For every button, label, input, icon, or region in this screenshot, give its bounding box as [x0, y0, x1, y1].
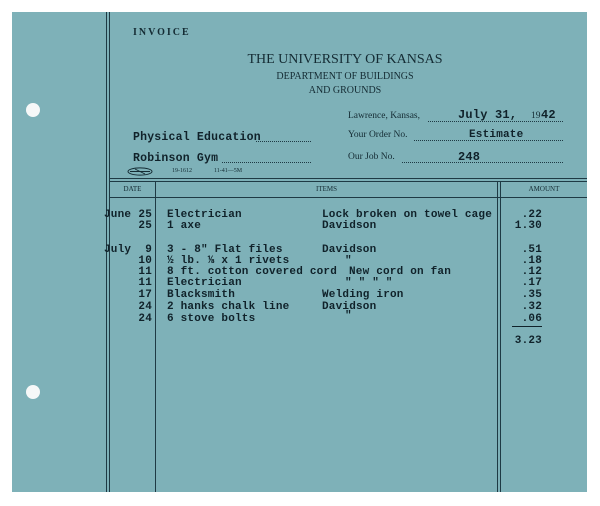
row-note: Davidson — [322, 220, 377, 232]
row-note: Welding iron — [322, 289, 404, 301]
invoice-total: 3.23 — [514, 335, 542, 347]
order-value: Estimate — [469, 129, 524, 141]
row-month: June — [104, 209, 132, 221]
amount-column-rule — [497, 181, 498, 492]
job-value: 248 — [458, 150, 481, 164]
row-item: 2 hanks chalk line — [167, 301, 290, 313]
billed-location: Robinson Gym — [133, 152, 219, 165]
row-day: 25 — [138, 220, 152, 232]
row-item: Blacksmith — [167, 289, 236, 301]
row-amount: .18 — [521, 255, 542, 267]
row-day: 9 — [145, 244, 152, 256]
row-amount: .35 — [521, 289, 542, 301]
printer-logo-icon — [127, 167, 153, 176]
row-day: 24 — [138, 313, 152, 325]
row-note: Davidson — [322, 244, 377, 256]
row-note: " " " " — [345, 277, 393, 289]
billed-to-line — [256, 141, 311, 142]
date-column-header: DATE — [123, 185, 142, 193]
row-item: 6 stove bolts — [167, 313, 256, 325]
university-name: THE UNIVERSITY OF KANSAS — [247, 52, 443, 67]
row-amount: .17 — [521, 277, 542, 289]
invoice-date: July 31, — [458, 108, 518, 122]
row-item: 3 - 8" Flat files — [167, 244, 283, 256]
row-item: 1 axe — [167, 220, 202, 232]
table-top-rule — [109, 178, 587, 179]
row-note: New cord on fan — [349, 266, 452, 278]
order-label: Your Order No. — [348, 130, 408, 140]
location-label: Lawrence, Kansas, — [348, 111, 421, 121]
row-item: Electrician — [167, 277, 242, 289]
row-note: Lock broken on towel cage — [322, 209, 493, 221]
row-day: 11 — [138, 266, 152, 278]
binder-hole-bottom — [26, 385, 40, 399]
total-underline — [512, 326, 542, 327]
items-column-header: ITEMS — [316, 185, 337, 193]
row-item: Electrician — [167, 209, 242, 221]
billed-to: Physical Education — [133, 131, 261, 144]
row-day: 25 — [138, 209, 152, 221]
amount-column-header: AMOUNT — [528, 185, 560, 193]
row-amount: 1.30 — [514, 220, 542, 232]
row-note: " — [345, 310, 352, 322]
row-amount: .22 — [521, 209, 542, 221]
date-column-rule — [155, 181, 156, 492]
binder-hole-top — [26, 103, 40, 117]
table-header-rule — [109, 197, 587, 198]
row-amount: .32 — [521, 301, 542, 313]
print-code: 11-41—5M — [214, 168, 243, 174]
row-item: ½ lb. ⅛ x 1 rivets — [167, 255, 290, 267]
row-day: 17 — [138, 289, 152, 301]
row-day: 24 — [138, 301, 152, 313]
row-note: Davidson — [322, 301, 377, 313]
department-name-2: AND GROUNDS — [308, 85, 382, 96]
year-prefix: 19 — [531, 111, 541, 121]
row-month: July — [104, 244, 132, 256]
doc-type-label: INVOICE — [133, 27, 191, 38]
job-label: Our Job No. — [348, 152, 395, 162]
row-day: 10 — [138, 255, 152, 267]
row-amount: .12 — [521, 266, 542, 278]
department-name: DEPARTMENT OF BUILDINGS — [276, 71, 414, 82]
table-top-rule-2 — [109, 181, 587, 182]
year-suffix: 42 — [541, 108, 556, 122]
row-item: 8 ft. cotton covered cord — [167, 266, 338, 278]
row-amount: .51 — [521, 244, 542, 256]
row-day: 11 — [138, 277, 152, 289]
row-note: " — [345, 255, 352, 267]
job-line — [402, 162, 563, 163]
row-amount: .06 — [521, 313, 542, 325]
form-number: 19-1612 — [172, 168, 192, 174]
location-line — [222, 162, 311, 163]
